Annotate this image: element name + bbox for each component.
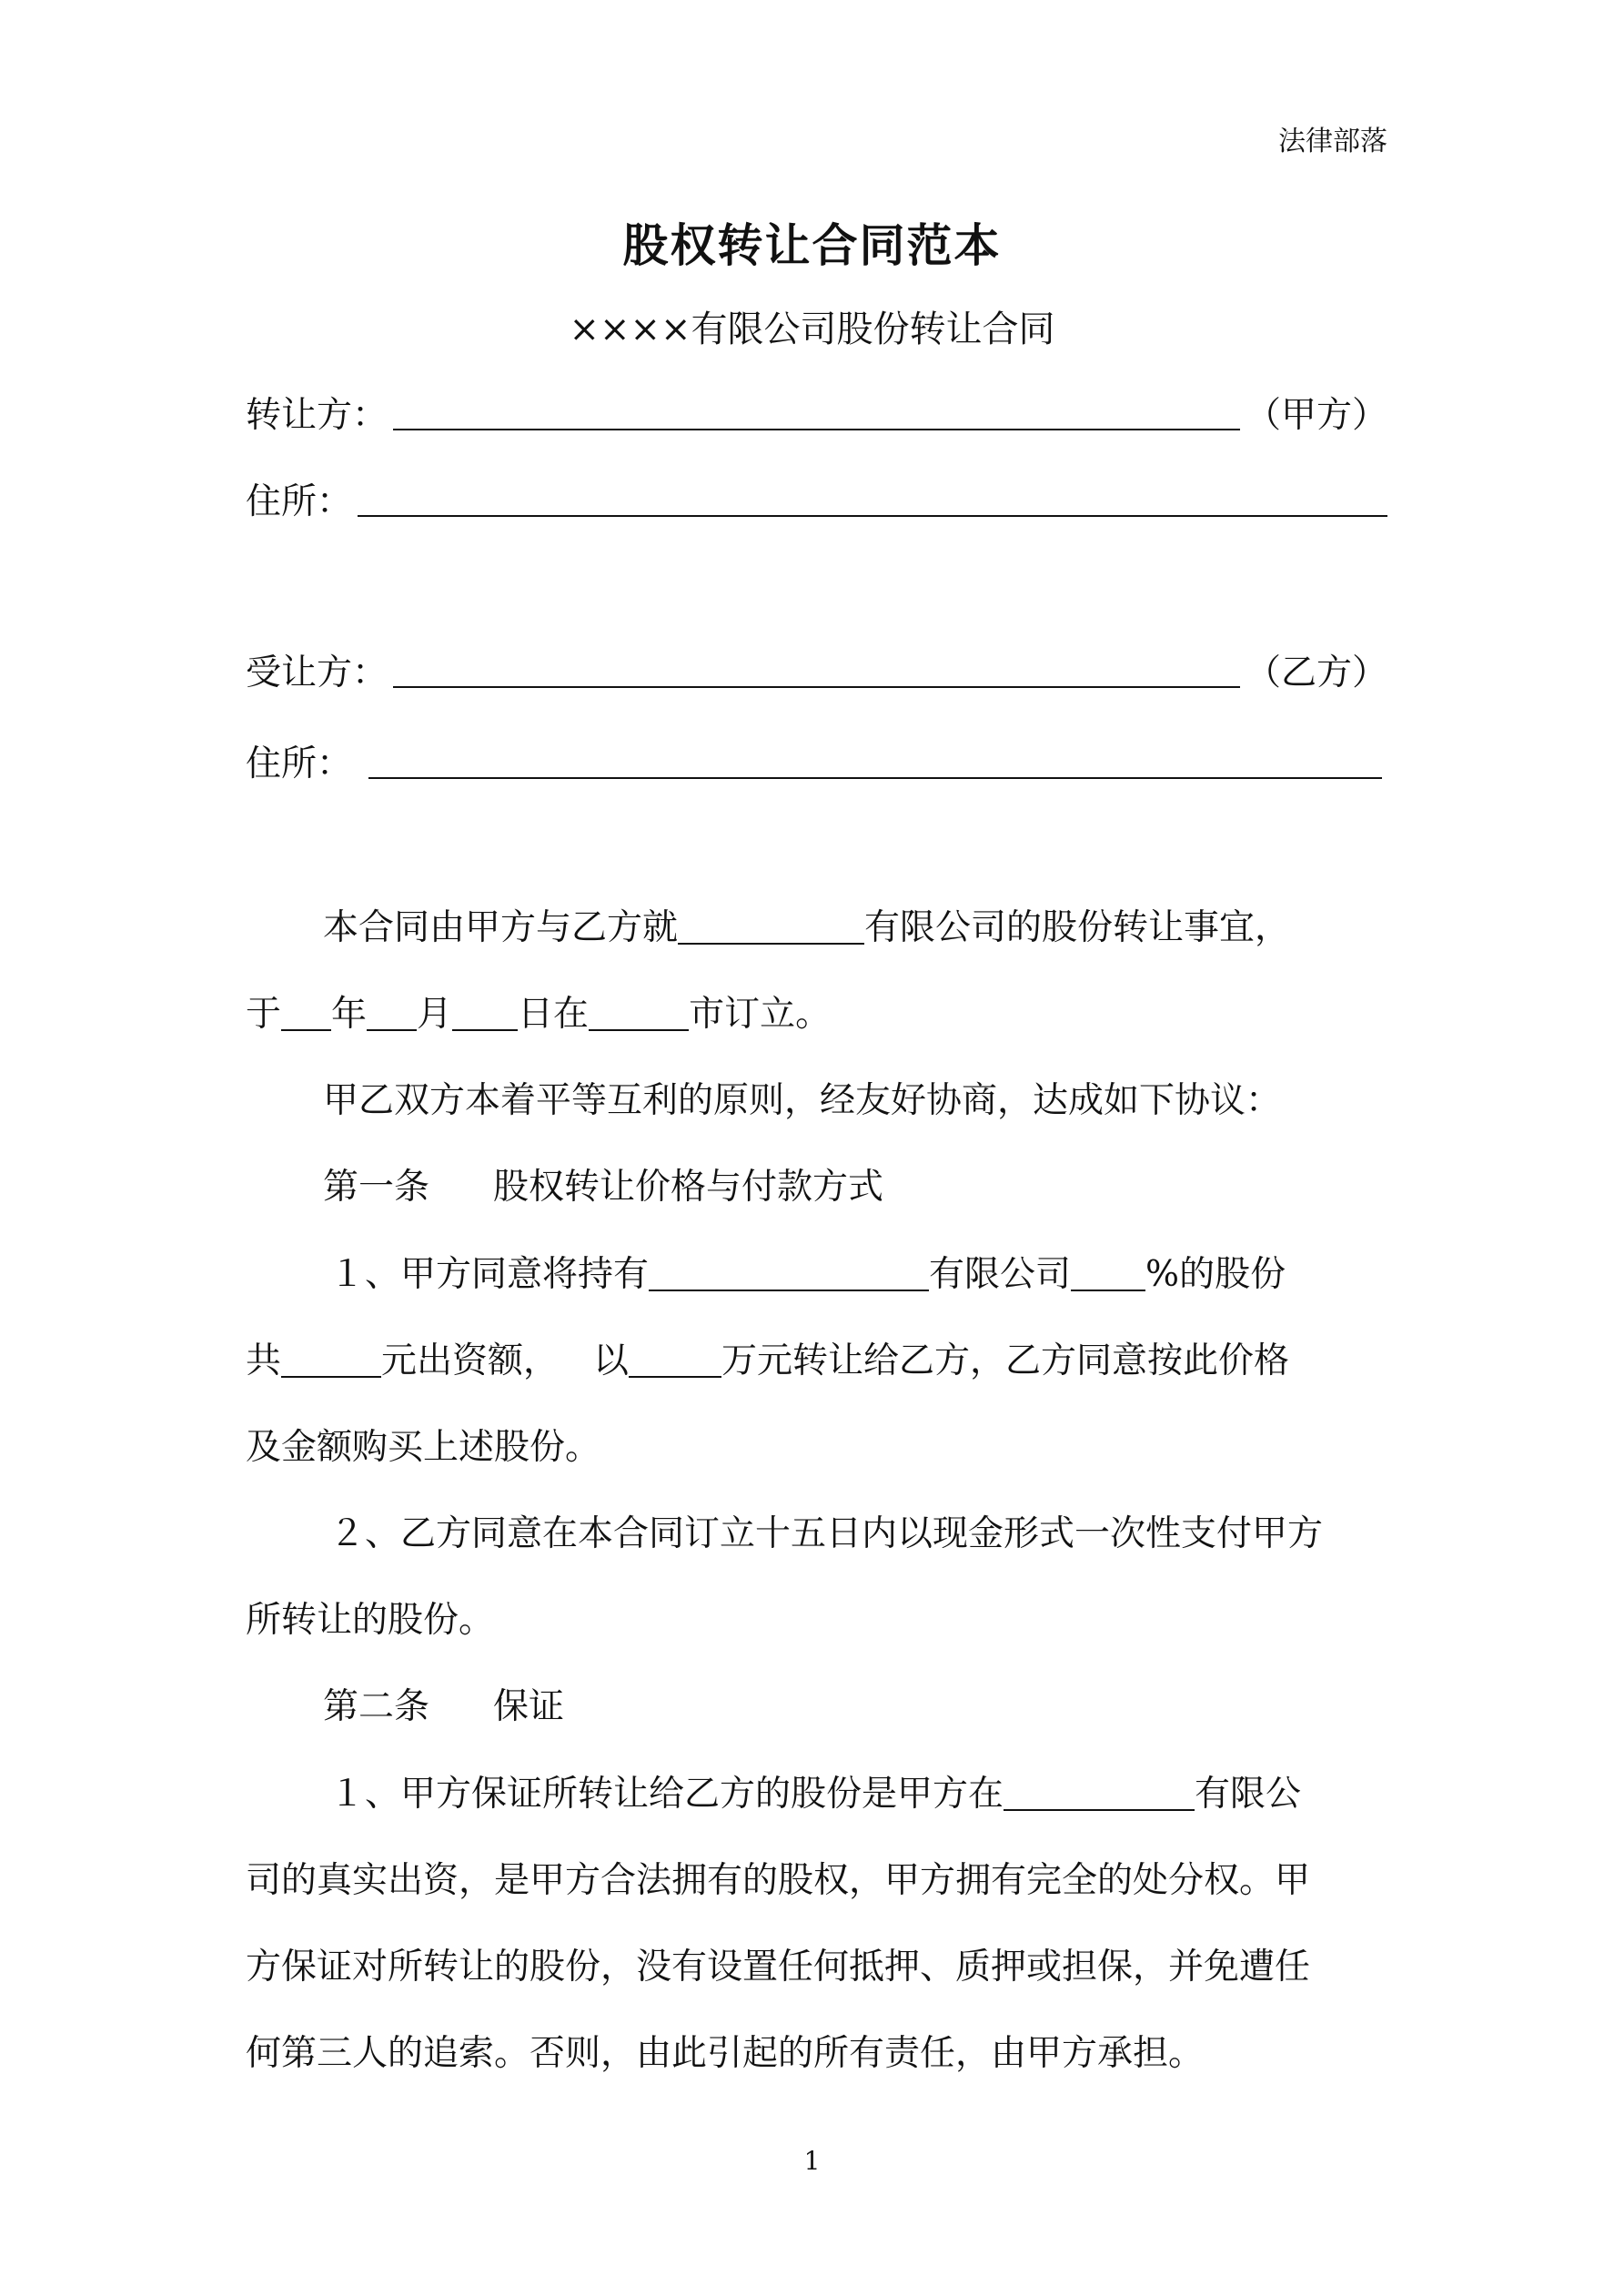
transferee-tag: （乙方） [1245,652,1387,693]
transferee-row [246,644,1387,695]
article-1-clause-1-line-1: １、甲方同意将持有 有限公司 %的股份 [329,1254,1286,1295]
company-blank [678,910,864,945]
article-1-clause-2-line-1: ２、乙方同意在本合同订立十五日内以现金形式一次性支付甲方 [329,1513,1324,1554]
transferor-address-row [246,473,1387,524]
article-2-clause-1-line-3: 方保证对所转让的股份，没有设置任何抵押、质押或担保，并免遭任 [246,1947,1311,1988]
transferee-address-row [246,735,1387,786]
transferor-tag: （甲方） [1245,395,1387,436]
article-2-clause-1-line-1: １、甲方保证所转让给乙方的股份是甲方在 有限公 [329,1774,1302,1815]
year-blank [281,996,331,1031]
address-label: 住所： [246,481,353,522]
holding-company-blank [649,1257,929,1291]
transferor-address-blank [358,514,1387,517]
price-blank [629,1343,721,1378]
guarantee-company-blank [1004,1776,1195,1811]
article-2-number: 第二条 [323,1686,430,1727]
article-1-clause-1-line-3: 及金额购买上述股份。 [246,1427,601,1468]
transferor-blank [393,428,1240,430]
transferee-address-blank [368,776,1382,779]
percent-blank [1071,1257,1145,1291]
preamble-line-3: 甲乙双方本着平等互利的原则，经友好协商，达成如下协议： [323,1080,1282,1121]
transferee-blank [393,685,1240,688]
city-blank [589,996,689,1031]
header-brand: 法律部落 [1278,126,1387,157]
page-number: 1 [803,2146,821,2176]
transferor-label: 转让方： [246,395,388,436]
article-1-number: 第一条 [323,1167,430,1208]
article-2-clause-1-line-4: 何第三人的追索。否则，由此引起的所有责任，由甲方承担。 [246,2033,1205,2074]
article-1-clause-2-line-2: 所转让的股份。 [246,1600,495,1641]
month-blank [367,996,417,1031]
preamble-line-2: 于 年 月 日在 市订立。 [246,994,832,1035]
document-title: 股权转让合同范本 [622,218,1002,272]
transferee-label: 受让方： [246,652,388,693]
article-1-title: 股权转让价格与付款方式 [493,1167,884,1208]
address-label: 住所： [246,743,353,784]
article-2-title: 保证 [493,1686,565,1727]
document-subtitle: ××××有限公司股份转让合同 [569,308,1055,350]
article-2-heading [246,1682,1469,1733]
article-1-heading [246,1162,1469,1213]
preamble-line-1: 本合同由甲方与乙方就 有限公司的股份转让事宜， [323,907,1291,948]
day-blank [452,996,518,1031]
article-2-clause-1-line-2: 司的真实出资，是甲方合法拥有的股权，甲方拥有完全的处分权。甲 [246,1860,1311,1901]
transferor-row [246,387,1387,438]
capital-amount-blank [281,1343,381,1378]
article-1-clause-1-line-2: 共 元出资额， 以 万元转让给乙方，乙方同意按此价格 [246,1340,1290,1381]
